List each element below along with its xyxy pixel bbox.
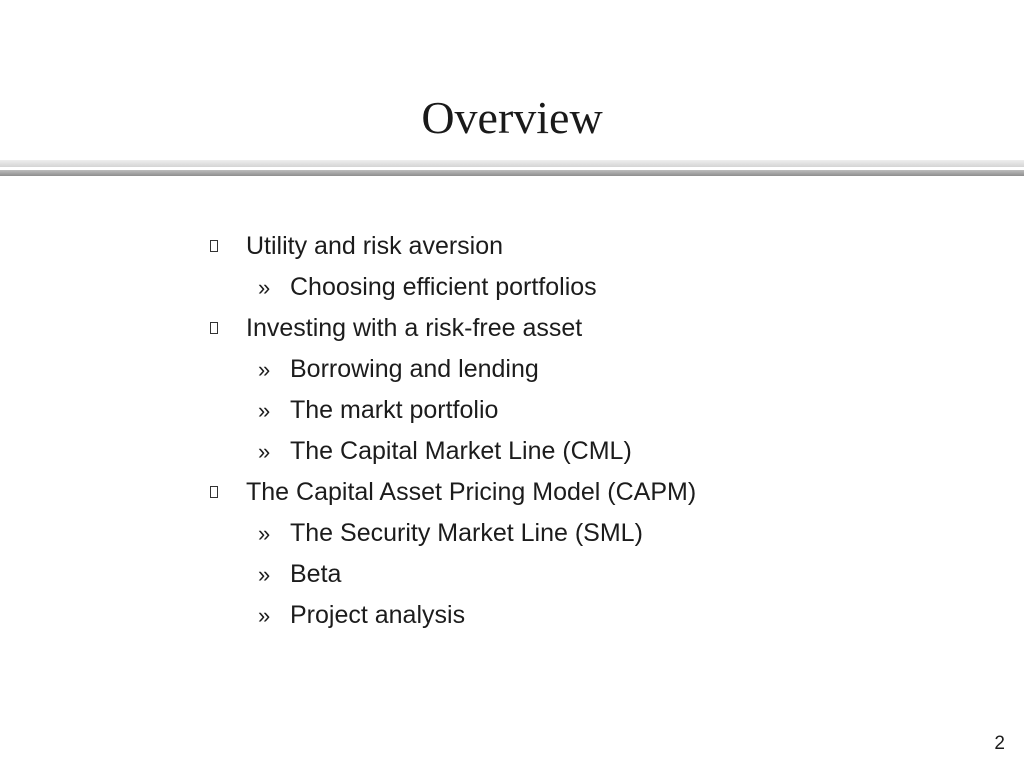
chevron-bullet-icon: » — [258, 562, 271, 587]
sub-bullet-item-project-analysis — [208, 595, 696, 636]
sub-bullet-item-market-portfolio — [208, 390, 696, 431]
chevron-bullet-icon: » — [258, 398, 271, 423]
square-bullet-icon — [210, 486, 218, 498]
chevron-bullet-icon: » — [258, 439, 271, 464]
bullet-item-risk-free-asset — [208, 308, 696, 349]
title-divider-light-band — [0, 160, 1024, 167]
bullet-text: Investing with a risk-free asset — [246, 314, 583, 342]
bullet-text: The Capital Market Line (CML) — [290, 437, 632, 465]
bullet-text: The Security Market Line (SML) — [290, 519, 643, 547]
page-number: 2 — [994, 733, 1005, 754]
square-bullet-icon — [210, 322, 218, 334]
sub-bullet-item-beta — [208, 554, 696, 595]
title-divider — [0, 158, 1024, 180]
bullet-text: Borrowing and lending — [290, 355, 539, 383]
chevron-bullet-icon: » — [258, 521, 271, 546]
slide-title: Overview — [421, 92, 603, 143]
bullet-text: Utility and risk aversion — [246, 232, 504, 260]
chevron-bullet-icon: » — [258, 603, 271, 628]
bullet-text: Project analysis — [290, 601, 466, 629]
bullet-text: Choosing efficient portfolios — [290, 273, 597, 301]
bullet-list — [208, 226, 696, 636]
bullet-text: The Capital Asset Pricing Model (CAPM) — [246, 478, 697, 506]
sub-bullet-item-efficient-portfolios — [208, 267, 696, 308]
chevron-bullet-icon: » — [258, 275, 271, 300]
chevron-bullet-icon: » — [258, 357, 271, 382]
square-bullet-icon — [210, 240, 218, 252]
bullet-item-capm — [208, 472, 696, 513]
bullet-text: The markt portfolio — [290, 396, 499, 424]
bullet-text: Beta — [290, 560, 342, 588]
bullet-item-utility — [208, 226, 696, 267]
sub-bullet-item-borrowing-lending — [208, 349, 696, 390]
title-divider-dark-band — [0, 170, 1024, 176]
sub-bullet-item-cml — [208, 431, 696, 472]
sub-bullet-item-sml — [208, 513, 696, 554]
